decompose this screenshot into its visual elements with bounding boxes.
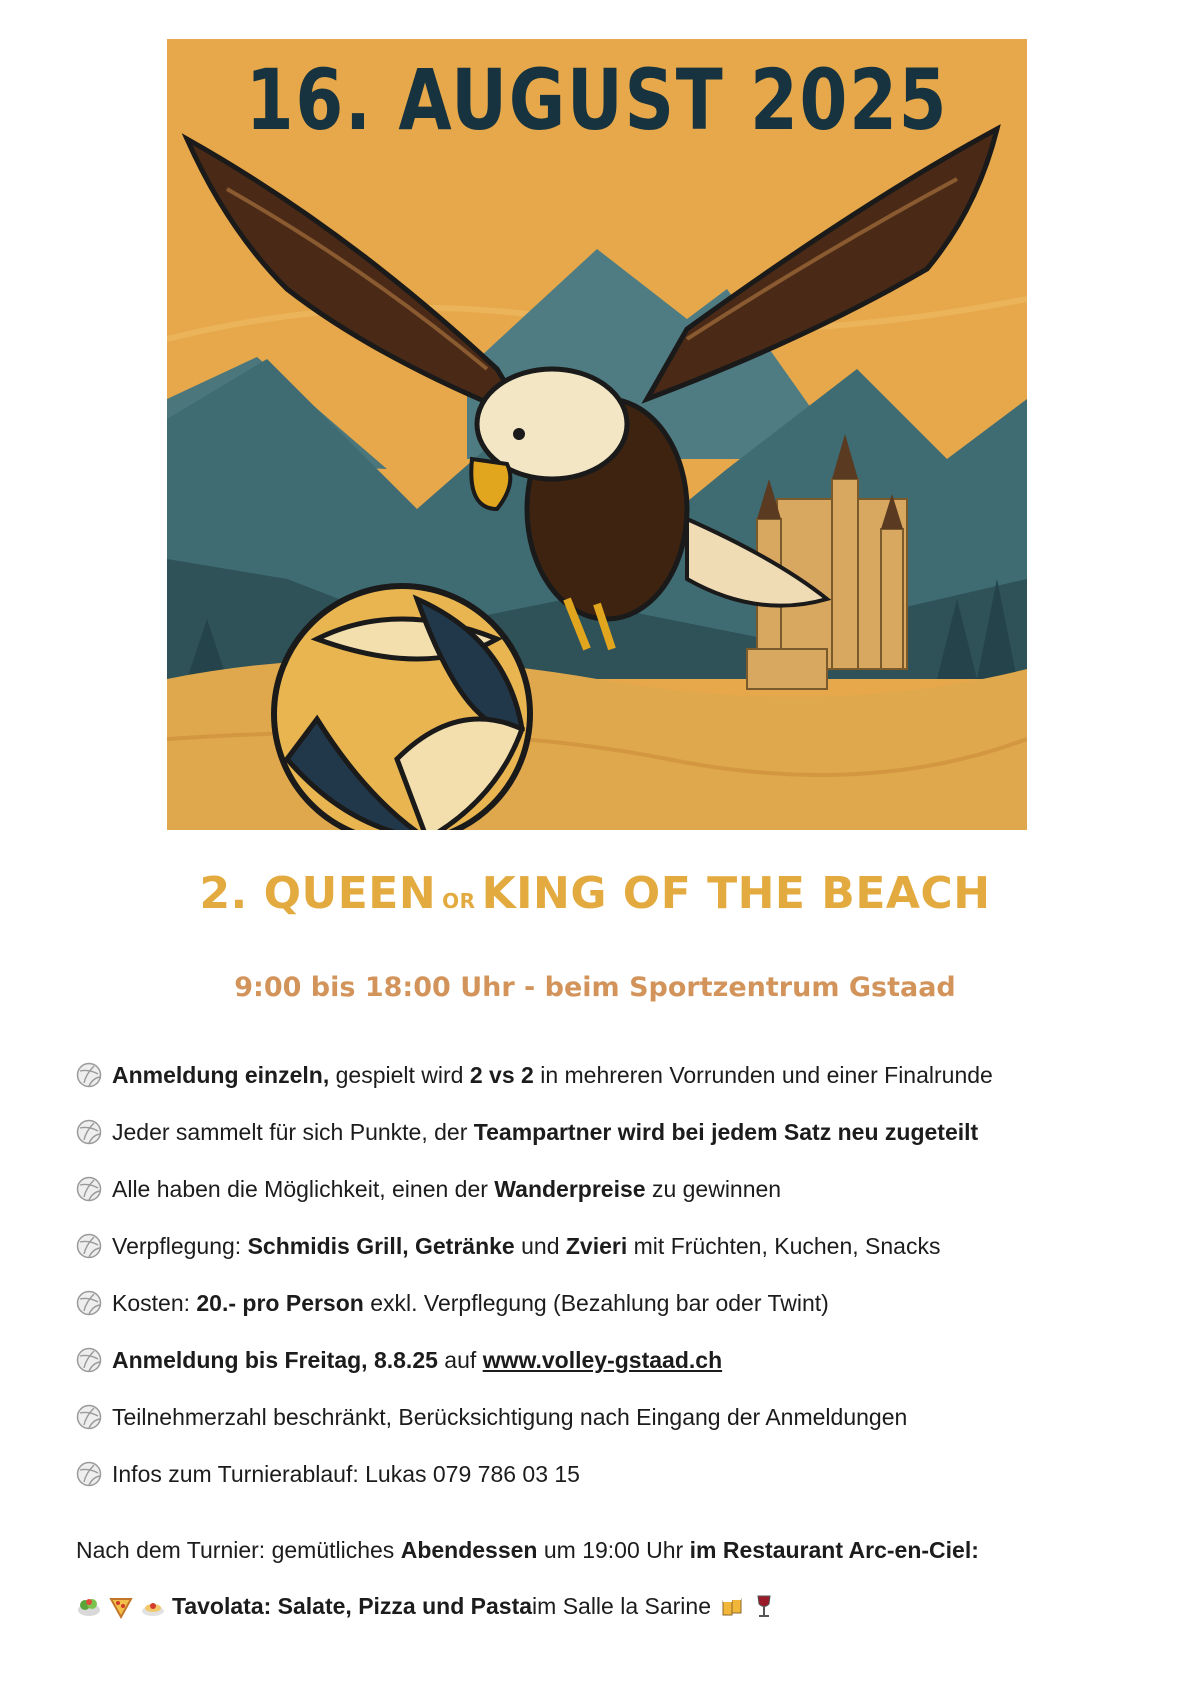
volleyball-icon	[76, 1233, 102, 1259]
volleyball-icon	[76, 1062, 102, 1088]
poster-date: 16. AUGUST 2025	[245, 51, 949, 149]
list-item: Verpflegung: Schmidis Grill, Getränke und Zvieri mit Früchten, Kuchen, Snacks	[76, 1231, 1116, 1288]
closing-dinner: Tavolata: Salate, Pizza und Pasta im Salle la Sarine	[76, 1591, 1136, 1621]
list-item: Anmeldung bis Freitag, 8.8.25 auf www.volley-gstaad.ch	[76, 1345, 1116, 1402]
headline-part2: KING OF THE BEACH	[481, 868, 991, 919]
list-item: Alle haben die Möglichkeit, einen der Wanderpreise zu gewinnen	[76, 1174, 1116, 1231]
list-item: Infos zum Turnierablauf: Lukas 079 786 03 15	[76, 1459, 1116, 1516]
volleyball-icon	[76, 1461, 102, 1487]
list-item: Teilnehmerzahl beschränkt, Berücksichtigung nach Eingang der Anmeldungen	[76, 1402, 1116, 1459]
headline-part1: 2. QUEEN	[199, 868, 437, 919]
pasta-icon	[140, 1593, 166, 1619]
info-list	[76, 1060, 1116, 1516]
poster-illustration	[167, 39, 1027, 830]
volleyball-icon	[76, 1404, 102, 1430]
wine-glass-icon	[751, 1593, 777, 1619]
volleyball-icon	[76, 1176, 102, 1202]
pizza-icon	[108, 1593, 134, 1619]
volleyball-icon	[76, 1347, 102, 1373]
list-item: Kosten: 20.- pro Person exkl. Verpflegung (Bezahlung bar oder Twint)	[76, 1288, 1116, 1345]
headline	[0, 868, 1190, 919]
website-link[interactable]: www.volley-gstaad.ch	[482, 1347, 723, 1373]
volleyball-icon	[76, 1119, 102, 1145]
volleyball	[274, 586, 530, 830]
list-item: Jeder sammelt für sich Punkte, der Teampartner wird bei jedem Satz neu zugeteilt	[76, 1117, 1116, 1174]
closing-text: Nach dem Turnier: gemütliches Abendessen um 19:00 Uhr im Restaurant Arc-en-Ciel:	[76, 1537, 979, 1563]
list-item: Anmeldung einzeln, gespielt wird 2 vs 2 in mehreren Vorrunden und einer Finalrunde	[76, 1060, 1116, 1117]
headline-or: OR	[442, 889, 476, 913]
eagle-volleyball-castle-illustration	[167, 39, 1027, 830]
salad-icon	[76, 1593, 102, 1619]
beer-icon	[719, 1593, 745, 1619]
subline: 9:00 bis 18:00 Uhr - beim Sportzentrum Gstaad	[234, 972, 956, 1003]
volleyball-icon	[76, 1290, 102, 1316]
